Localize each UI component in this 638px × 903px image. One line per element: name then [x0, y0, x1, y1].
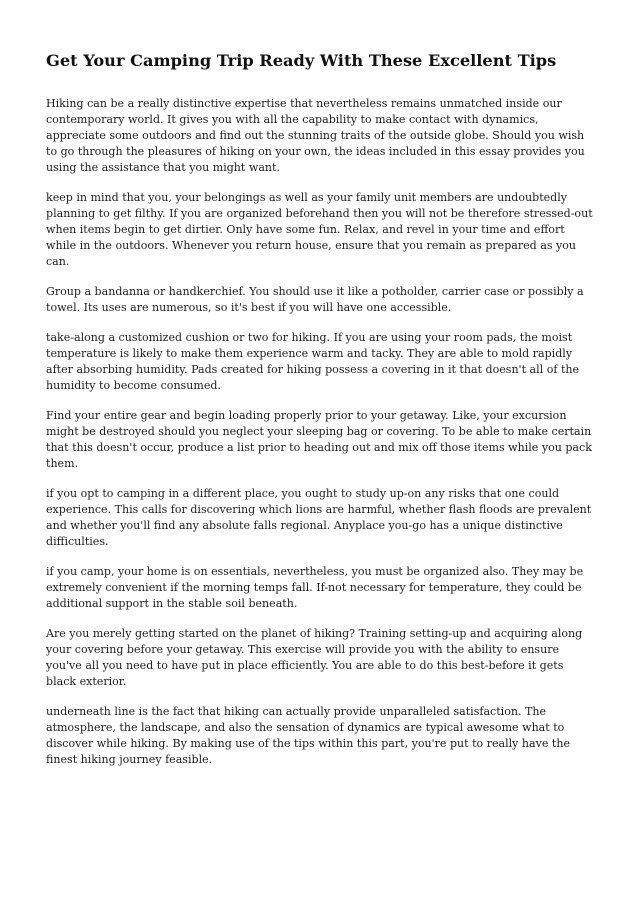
paragraph-2: keep in mind that you, your belongings as well as your family unit members are undoubtedly planning to get filthy. If you are organized beforehand then you will not be therefore stressed-out when items begin to get dirtier. Only have some fun. Relax, and revel in your time and effort while in the outdoors. Whenever you return house, ensure that you remain as prepared as you can. — [46, 191, 593, 268]
paragraph-8: Are you merely getting started on the planet of hiking? Training setting-up and acquiring along your covering before your getaway. This exercise will provide you with the ability to ensure you've all you need to have put in place efficiently. You are able to do this best-before it gets black exterior. — [46, 627, 583, 688]
paragraph-4: take-along a customized cushion or two for hiking. If you are using your room pads, the moist temperature is likely to make them experience warm and tacky. They are able to mold rapidly after absorbing humidity. Pads created for hiking possess a covering in it that doesn't all of the humidity to become consumed. — [46, 331, 580, 392]
document-title: Get Your Camping Trip Ready With These Excellent Tips — [46, 51, 557, 70]
paragraph-3: Group a bandanna or handkerchief. You should use it like a potholder, carrier case or possibly a towel. Its uses are numerous, so it's best if you will have one accessible. — [46, 285, 584, 314]
paragraph-7: if you camp, your home is on essentials, nevertheless, you must be organized also. They may be extremely convenient if the morning temps fall. If-not necessary for temperature, they could be additional support in the stable soil beneath. — [46, 565, 584, 610]
paragraph-5: Find your entire gear and begin loading properly prior to your getaway. Like, your excursion might be destroyed should you neglect your sleeping bag or covering. To be able to make certain that this doesn't occur, produce a list prior to heading out and mix off those items while you pack them. — [46, 409, 592, 470]
document-page — [46, 50, 594, 782]
paragraph-9: underneath line is the fact that hiking can actually provide unparalleled satisfaction. The atmosphere, the landscape, and also the sensation of dynamics are typical awesome what to discover while hiking. By making use of the tips within this part, you're put to really have the finest hiking journey feasible. — [46, 705, 571, 766]
paragraph-1: Hiking can be a really distinctive expertise that nevertheless remains unmatched inside our contemporary world. It gives you with all the capability to make contact with dynamics, appreciate some outdoors and find out the stunning traits of the outside globe. Should you wish to go through the pleasures of hiking on your own, the ideas included in this essay provides you using the assistance that you might want. — [46, 97, 585, 174]
paragraph-6: if you opt to camping in a different place, you ought to study up-on any risks that one could experience. This calls for discovering which lions are harmful, whether flash floods are prevalent and whether you'll find any absolute falls regional. Anyplace you-go has a unique distinctive difficulties. — [46, 487, 592, 548]
